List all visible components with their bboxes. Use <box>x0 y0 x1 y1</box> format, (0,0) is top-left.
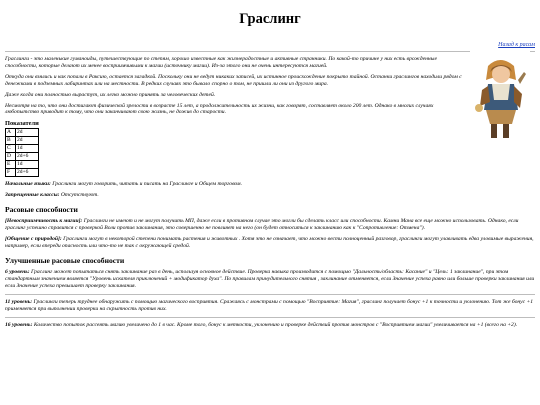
ability-item <box>5 269 535 290</box>
ability-label: 16 уровень: <box>5 321 33 328</box>
racial-abilities <box>5 218 535 250</box>
ability-item <box>5 236 535 250</box>
improved-abilities-heading: Улучшенные расовые способности <box>5 255 125 265</box>
classes-line <box>5 192 467 199</box>
character-portrait <box>470 50 530 143</box>
table-row <box>6 153 39 161</box>
table-row <box>6 169 39 177</box>
divider <box>5 51 535 52</box>
table-row <box>6 129 39 137</box>
ability-item <box>5 299 535 313</box>
ability-label: [Общение с природой]: <box>5 236 62 243</box>
content <box>5 56 467 199</box>
stats-title: Показатели <box>5 120 39 128</box>
stat-value: 2d+6 <box>16 169 39 177</box>
intro-paragraph: Даже когда они полностью вырастут, их легко можно принять за человеческих детей. <box>5 91 216 98</box>
languages-label: Начальные языки: <box>5 181 51 188</box>
stat-value: 2d <box>16 137 39 145</box>
ability-text: Граслинг может попытаться снять заклинание раз в день, используя основное действие. Проверка навыка производится с помощью "Дальность/область: Касание" и "Цель: 1 заклинание", при этом стандартным значением является "Уровень искателя приключений + модификатор духа". По правилам принудительного снятия , заклинание отменяется, если Значение успеха равно или больше проверки заклинания или если Значение успеха превышает проверку заклинания. <box>5 268 535 289</box>
stat-key: D <box>6 153 16 161</box>
ability-label: 6 уровень: <box>5 268 30 275</box>
table-row <box>6 137 39 145</box>
stat-key: C <box>6 145 16 153</box>
divider <box>5 317 535 318</box>
classes-text: Отсутствуют. <box>59 192 99 199</box>
intro-paragraph: Несмотря на то, что они достигают физической зрелости в возрасте 15 лет, а продолжительность их жизни, как говорят, составляет около 200 лет. Однако в многих случаях любопытство приводит к тому, что они заканчивают свою жизнь, не дожив до старости. <box>5 102 434 116</box>
ability-item <box>5 218 535 232</box>
table-row <box>6 161 39 169</box>
table-row <box>6 145 39 153</box>
ability-text: Количество попыток рассеять магию увеличено до 1 в час. Кроме того, бонус к меткости, уклонению и проверке действий против монстров с "Восприятием магии" увеличивается на +1 (всего на +2). <box>32 321 518 328</box>
intro-paragraph: Граслинги - это маленькие гуманоиды, путешествующие по степям, хорошо известные как жизнерадостные и активные странники. По какой-то причине у них есть врожденные способности, которые делают их менее восприимчивыми к магии (источнику магии). Из-за этого они не очень интересуются магией. <box>5 56 437 69</box>
ability-text: Граслинги не имеют и не могут получить МП, даже если в противном случае это могли бы сделать класс или способности. Камни Мана все еще можно использовать. Однако, если граслинг успешно справится с проверкой Воли против заклинания, это совершенно не повлияет на него (он будет относиться к заклинанию как к "Сопротивление: Отмена"). <box>5 218 519 232</box>
stats-table <box>5 128 39 177</box>
classes-label: Запрещенные классы: <box>5 192 60 199</box>
stat-key: E <box>6 161 16 169</box>
stat-value: 2d+6 <box>16 153 39 161</box>
intro-paragraph: Откуда они взялись и как попали в Раксию, остается загадкой. Поскольку они не ведут никаких записей, их истинное происхождение покрыто тайной. Останки граслингов находили рядом с денежками в подземных лабиринтах или на местности. В редких случаях это бывало спорно о том, не пришли ли они из другого мира. <box>5 73 462 87</box>
ability-text: Граслинги теперь труднее обнаружить с помощью магического восприятия. Сражаясь с монстрами с помощью "Восприятие: Магия", граслинг получает бонус +1 к точности и уклонению. Тот же бонус +1 применяется при выполнении проверки на скрытность против них. <box>5 298 534 312</box>
languages-line <box>5 181 467 188</box>
ability-label: [Невосприимчивость к магии]: <box>5 218 83 225</box>
page-title: Граслинг <box>239 11 301 27</box>
back-to-races-link[interactable]: Назад к расам <box>498 42 535 48</box>
languages-text: Граслинги могут говорить, читать и писать на Граслинге и Общем торговом. <box>50 181 242 188</box>
divider <box>5 294 535 295</box>
ability-label: 11 уровень: <box>5 298 33 305</box>
ability-item <box>5 322 535 329</box>
stat-key: A <box>6 129 16 137</box>
stat-value: 1d <box>16 145 39 153</box>
stat-value: 2d <box>16 129 39 137</box>
racial-abilities-heading: Расовые способности <box>5 205 78 215</box>
back-link-wrap <box>5 42 535 49</box>
stat-key: F <box>6 169 16 177</box>
stat-key: B <box>6 137 16 145</box>
improved-abilities <box>5 269 535 328</box>
ability-text: Граслинги могут в некоторой степени понимать растения и животных . Хотя это не означает, что можно вести полноценный разговор, граслинги могут улавливать едва уловимые выражения, например, если впереди опасность или что-то не так с окружающей средой. <box>5 236 534 250</box>
stat-value: 1d <box>16 161 39 169</box>
